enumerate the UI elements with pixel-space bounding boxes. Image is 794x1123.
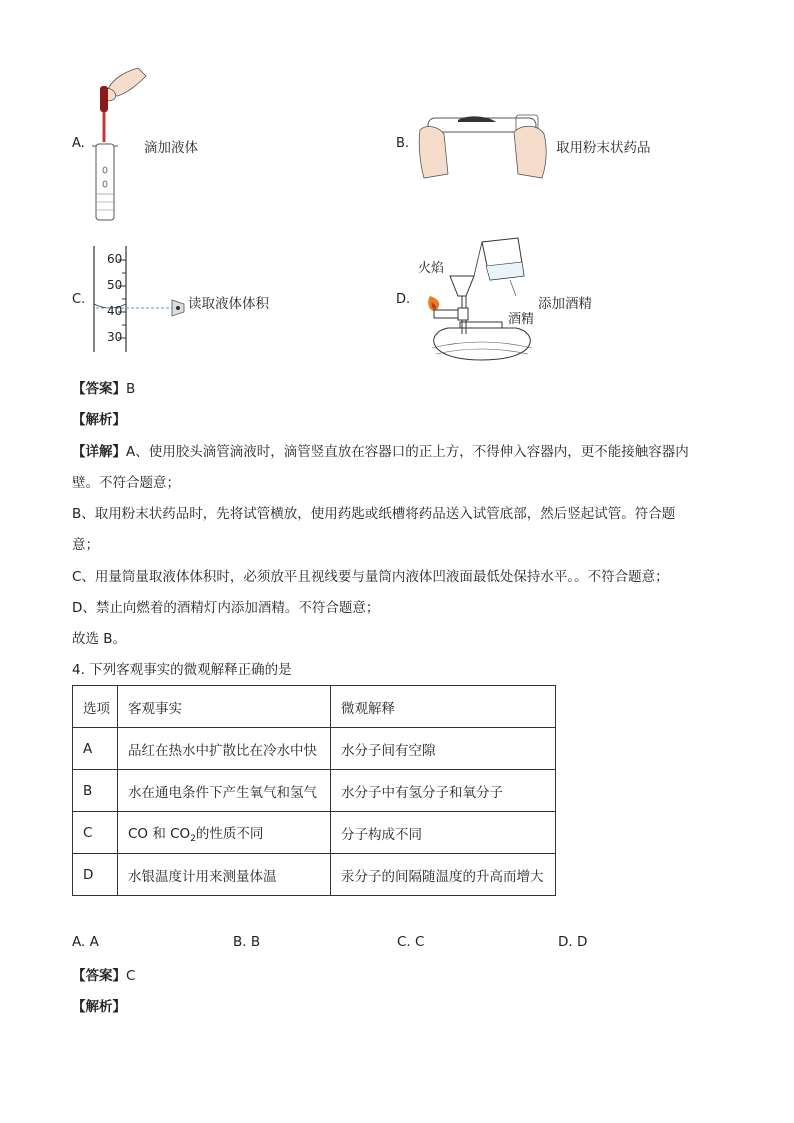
row-explain: 分子构成不同 [331,812,556,854]
detail-a1-text: A、使用胶头滴管滴液时，滴管竖直放在容器口的正上方，不得伸入容器内，更不能接触容器内 [126,444,689,460]
option-c-caption: 读取液体体积 [188,296,269,312]
row-fact [118,812,331,854]
row-option: C [73,812,118,854]
choice-d: D. D [558,934,588,950]
table-row [73,728,556,770]
q4-stem: 4. 下列客观事实的微观解释正确的是 [72,662,292,678]
header-explain: 微观解释 [331,686,556,728]
table-header-row [73,686,556,728]
q3-conclusion: 故选 B。 [72,631,127,647]
alcohol-lamp-illustration [420,236,544,364]
tick-50: 50 [107,278,123,292]
flame-label: 火焰 [418,261,445,276]
option-a-letter: A. [72,136,85,151]
answer-label: 【答案】 [72,968,126,984]
q3-detail-line-a1 [72,437,722,467]
row-option: B [73,770,118,812]
header-fact: 客观事实 [118,686,331,728]
row-explain: 水分子间有空隙 [331,728,556,770]
q3-line-b1: B、取用粉末状药品时，先将试管横放，使用药匙或纸槽将药品送入试管底部，然后竖起试管。符合题 [72,506,676,522]
q3-line-b2: 意； [72,537,99,553]
option-d-caption: 添加酒精 [538,296,592,312]
choice-b: B. B [233,934,261,950]
q3-line-d: D、禁止向燃着的酒精灯内添加酒精。不符合题意； [72,600,380,616]
option-b-caption: 取用粉末状药品 [556,140,651,156]
table-row [73,854,556,896]
fact-pre: CO 和 CO [128,825,191,842]
choice-c: C. C [397,934,425,950]
row-fact: 水在通电条件下产生氧气和氢气 [118,770,331,812]
q4-analysis-label: 【解析】 [72,999,126,1015]
table-row [73,770,556,812]
option-a-caption: 滴加液体 [144,140,198,156]
answer-value: C [126,968,136,984]
dropper-illustration [88,66,148,224]
tick-40: 40 [107,304,123,318]
option-b-letter: B. [396,136,410,151]
row-explain: 水分子中有氢分子和氧分子 [331,770,556,812]
q4-answer [72,961,722,991]
table-row [73,812,556,854]
choice-a: A. A [72,934,99,950]
q3-line-a2: 壁。不符合题意； [72,475,180,491]
q3-analysis-label: 【解析】 [72,412,126,428]
row-option: D [73,854,118,896]
row-fact: 水银温度计用来测量体温 [118,854,331,896]
row-explain: 汞分子的间隔随温度的升高而增大 [331,854,556,896]
tick-60: 60 [107,252,123,266]
fact-post: 的性质不同 [195,825,264,842]
row-option: A [73,728,118,770]
q4-table [72,685,556,896]
header-option: 选项 [73,686,118,728]
tick-30: 30 [107,330,123,344]
q3-line-c: C、用量筒量取液体体积时，必须放平且视线要与量筒内液体凹液面最低处保持水平。。不符合题意； [72,569,669,585]
row-fact: 品红在热水中扩散比在冷水中快 [118,728,331,770]
option-d-letter: D. [396,292,411,307]
q3-answer [72,374,722,404]
answer-value: B [126,381,136,397]
detail-label: 【详解】 [72,444,126,460]
alcohol-label: 酒精 [508,312,535,327]
answer-label: 【答案】 [72,381,126,397]
option-c-letter: C. [72,292,86,307]
test-tube-illustration [418,104,550,184]
fact-subscript: 2 [190,833,196,844]
